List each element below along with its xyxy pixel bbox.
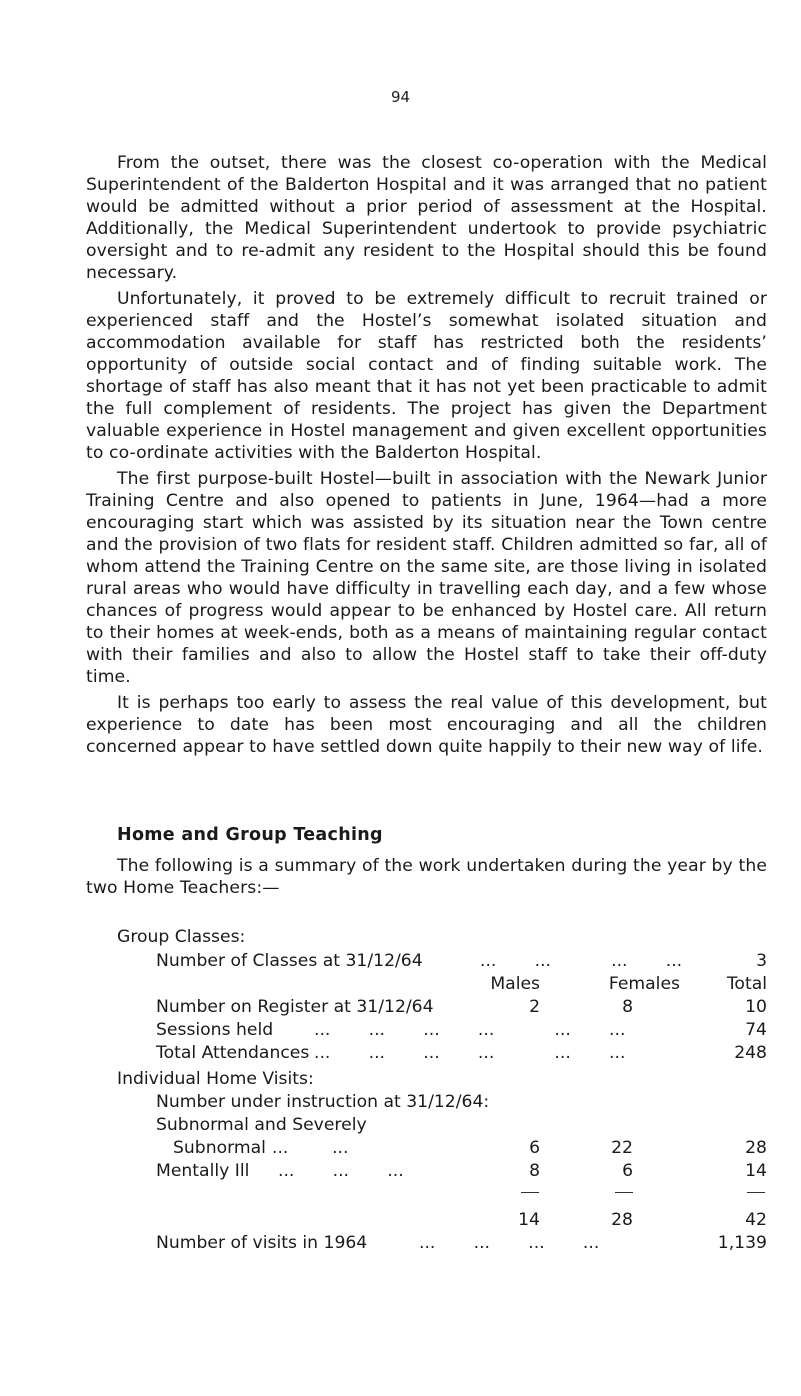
- mentally-ill-total: 14: [745, 1161, 767, 1181]
- subnormal-females: 22: [611, 1138, 633, 1158]
- paragraph-assessment: It is perhaps too early to assess the real value of this development, but experience to date has been most encouraging and all the children concerned appear to have settled down quite happily to their new way of life.: [86, 693, 767, 757]
- mentally-ill-females: 6: [622, 1161, 633, 1181]
- paragraph-staffing: Unfortunately, it proved to be extremely difficult to recruit trained or experienced staff and the Hostel’s somewhat isolated situation and accommodation available for staff has restricted both the residents’ opportunity of outside social contact and of finding suitable work. The shortage of staff has also meant that it has not yet been practicable to admit the full complement of residents. The project has given the Department valuable experience in Hostel management and given excellent opportunities to co-ordinate activities with the Balderton Hospital.: [86, 289, 767, 463]
- sum-males: 14: [518, 1210, 540, 1230]
- sessions-label: Sessions held: [156, 1020, 274, 1040]
- leader-dots: ... ... ... ... ... ...: [314, 1043, 626, 1063]
- paragraph-newark-hostel: The first purpose-built Hostel—built in association with the Newark Junior Training Centre and also opened to patients in June, 1964—had a more encouraging start which was assisted by its situation near the Town centre and the provision of two flats for resident staff. Children admitted so far, all of whom attend the Training Centre on the same site, are those living in isolated rural areas who would have difficulty in travelling each day, and a few whose chances of progress would appear to be enhanced by Hostel care. All return to their homes at week-ends, both as a means of maintaining regular contact with their families and also to allow the Hostel staff to take their off-duty time.: [86, 469, 767, 687]
- home-visits-label: Individual Home Visits:: [117, 1069, 314, 1089]
- column-header-total: Total: [726, 974, 767, 994]
- classes-label: Number of Classes at 31/12/64: [156, 951, 423, 971]
- column-header-males: Males: [490, 974, 540, 994]
- leader-dots: ... ...: [272, 1138, 349, 1158]
- register-males: 2: [529, 997, 540, 1017]
- visits-label: Number of visits in 1964: [156, 1233, 368, 1253]
- subnormal-males: 6: [529, 1138, 540, 1158]
- classes-value: 3: [756, 951, 767, 971]
- group-classes-label: Group Classes:: [117, 927, 246, 947]
- register-females: 8: [622, 997, 633, 1017]
- mentally-ill-males: 8: [529, 1161, 540, 1181]
- leader-dots: ... ... ... ...: [480, 951, 683, 971]
- sum-rule-total: [747, 1192, 765, 1193]
- attendances-value: 248: [734, 1043, 767, 1063]
- subnormal-total: 28: [745, 1138, 767, 1158]
- section-intro: The following is a summary of the work undertaken during the year by the two Home Teachers:—: [86, 856, 767, 898]
- attendances-label: Total Attendances: [156, 1043, 310, 1063]
- body-text: [86, 152, 767, 762]
- page-number: 94: [390, 88, 411, 106]
- instruction-label: Number under instruction at 31/12/64:: [156, 1092, 490, 1112]
- column-header-females: Females: [608, 974, 680, 994]
- register-label: Number on Register at 31/12/64: [156, 997, 434, 1017]
- register-total: 10: [745, 997, 767, 1017]
- subnormal-label: Subnormal: [173, 1138, 266, 1158]
- sum-rule-males: [521, 1192, 539, 1193]
- mentally-ill-label: Mentally Ill: [156, 1161, 250, 1181]
- sum-rule-females: [615, 1192, 633, 1193]
- leader-dots: ... ... ...: [278, 1161, 404, 1181]
- section-heading: Home and Group Teaching: [117, 825, 383, 845]
- visits-value: 1,139: [717, 1233, 767, 1253]
- sum-total: 42: [745, 1210, 767, 1230]
- leader-dots: ... ... ... ...: [419, 1233, 600, 1253]
- sessions-value: 74: [745, 1020, 767, 1040]
- paragraph-cooperation: From the outset, there was the closest co-operation with the Medical Superintendent of the Balderton Hospital and it was arranged that no patient would be admitted without a prior period of assessment at the Hospital. Additionally, the Medical Superintendent undertook to provide psychiatric oversight and to re-admit any resident to the Hospital should this be found necessary.: [86, 153, 767, 283]
- subnormal-label-line1: Subnormal and Severely: [156, 1115, 367, 1135]
- leader-dots: ... ... ... ... ... ...: [314, 1020, 626, 1040]
- sum-females: 28: [611, 1210, 633, 1230]
